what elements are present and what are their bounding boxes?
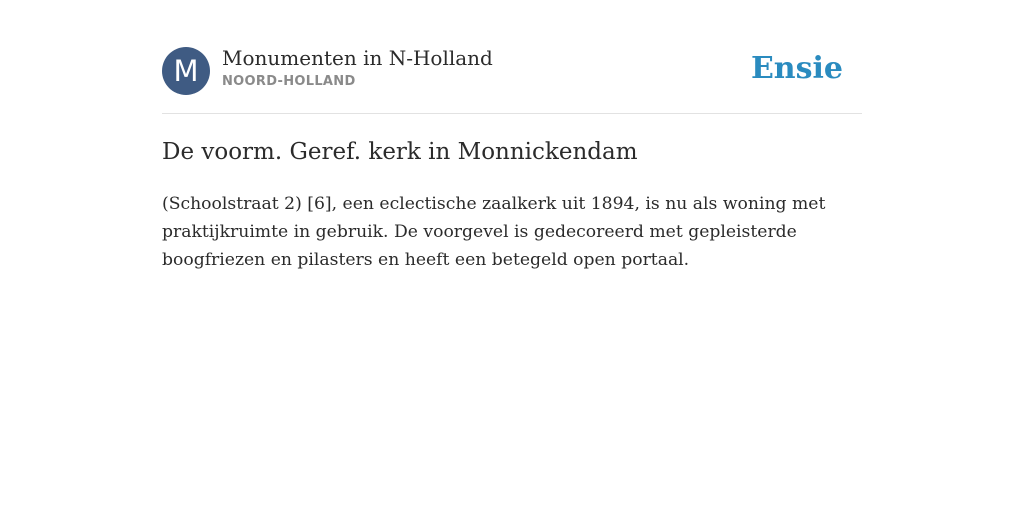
source-header	[162, 46, 862, 96]
source-title[interactable]: Monumenten in N-Holland	[222, 46, 493, 70]
source-subtitle: NOORD-HOLLAND	[222, 74, 356, 89]
article-title: De voorm. Geref. kerk in Monnickendam	[162, 139, 638, 165]
article-body: (Schoolstraat 2) [6], een eclectische zaalkerk uit 1894, is nu als woning met praktijkruimte in gebruik. De voorgevel is gedecoreerd met gepleisterde boogfriezen en pilasters en heeft een betegeld open portaal.	[162, 194, 826, 270]
header-divider	[162, 113, 862, 114]
ensie-logo[interactable]: Ensie	[750, 51, 843, 86]
avatar[interactable]: M	[162, 47, 210, 95]
